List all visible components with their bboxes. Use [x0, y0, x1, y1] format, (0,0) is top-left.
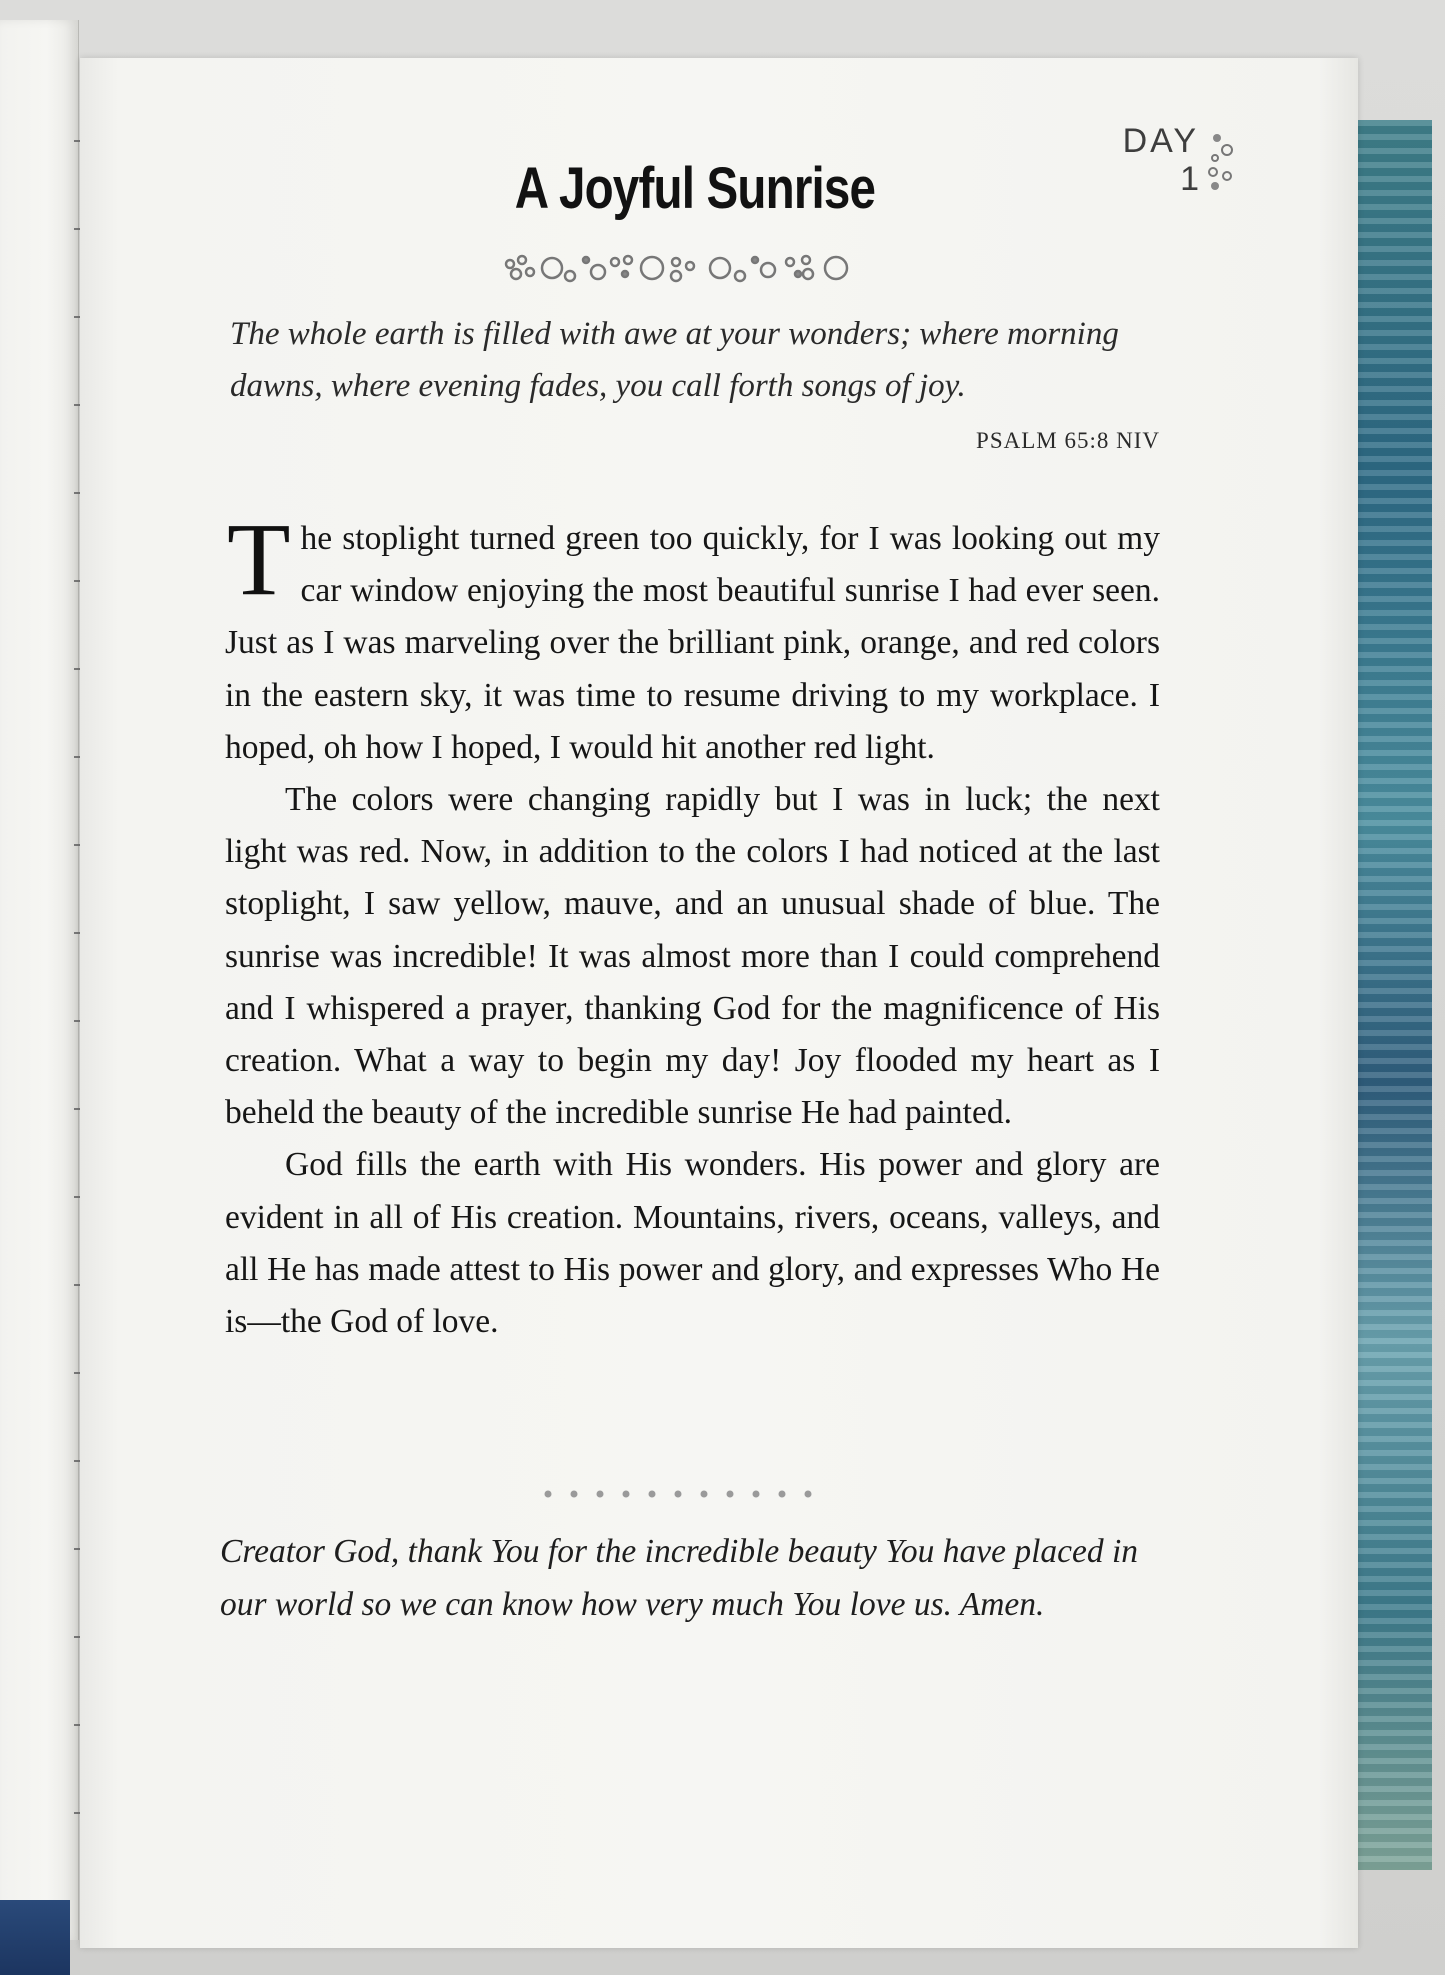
dotted-divider-icon — [540, 1486, 830, 1502]
bubble-divider-icon — [500, 250, 890, 290]
day-number: 1 — [1180, 160, 1199, 198]
scripture-verse: The whole earth is filled with awe at your wonders; where morning dawns, where evening fades, you call forth songs of joy. — [230, 316, 1119, 404]
page-title: A Joyful Sunrise — [514, 156, 876, 221]
devotional-body — [225, 502, 1160, 1348]
bubbles-icon — [1205, 130, 1245, 200]
paragraph-2: The colors were changing rapidly but I was in luck; the next light was red. Now, in addition to the colors I had noticed at the last stoplight, I saw yellow, mauve, and an unusual shade of blue. The sunrise was incredible! It was almost more than I could comprehend and I whispered a prayer, thanking God for the magnificence of His creation. What a way to begin my day! Joy flooded my heart as I beheld the beauty of the incredible sunrise He had painted. — [225, 781, 1160, 1132]
book-cover-edge — [1350, 120, 1432, 1870]
day-label: DAY — [1122, 122, 1199, 160]
scripture-reference: PSALM 65:8 NIV — [976, 428, 1160, 453]
paragraph-1 — [225, 502, 1160, 774]
paragraph-3: God fills the earth with His wonders. His power and glory are evident in all of His creation. Mountains, rivers, oceans, valleys, and all He has made attest to His power and glory, and expresses Who He is—the God of love. — [225, 1146, 1160, 1341]
closing-prayer: Creator God, thank You for the incredible beauty You have placed in our world so we can know how very much You love us. Amen. — [220, 1533, 1139, 1623]
left-page-edge — [0, 20, 79, 1940]
day-marker — [1105, 122, 1255, 202]
paragraph-1-text: he stoplight turned green too quickly, for I was looking out my car window enjoying the most beautiful sunrise I had ever seen. Just as I was marveling over the brilliant pink, orange, and red colors in the eastern sky, it was time to resume driving to my workplace. I hoped, oh how I hoped, I would hit another red light. — [225, 520, 1160, 766]
book-cover-corner — [0, 1900, 70, 1975]
drop-cap: T — [227, 502, 291, 617]
